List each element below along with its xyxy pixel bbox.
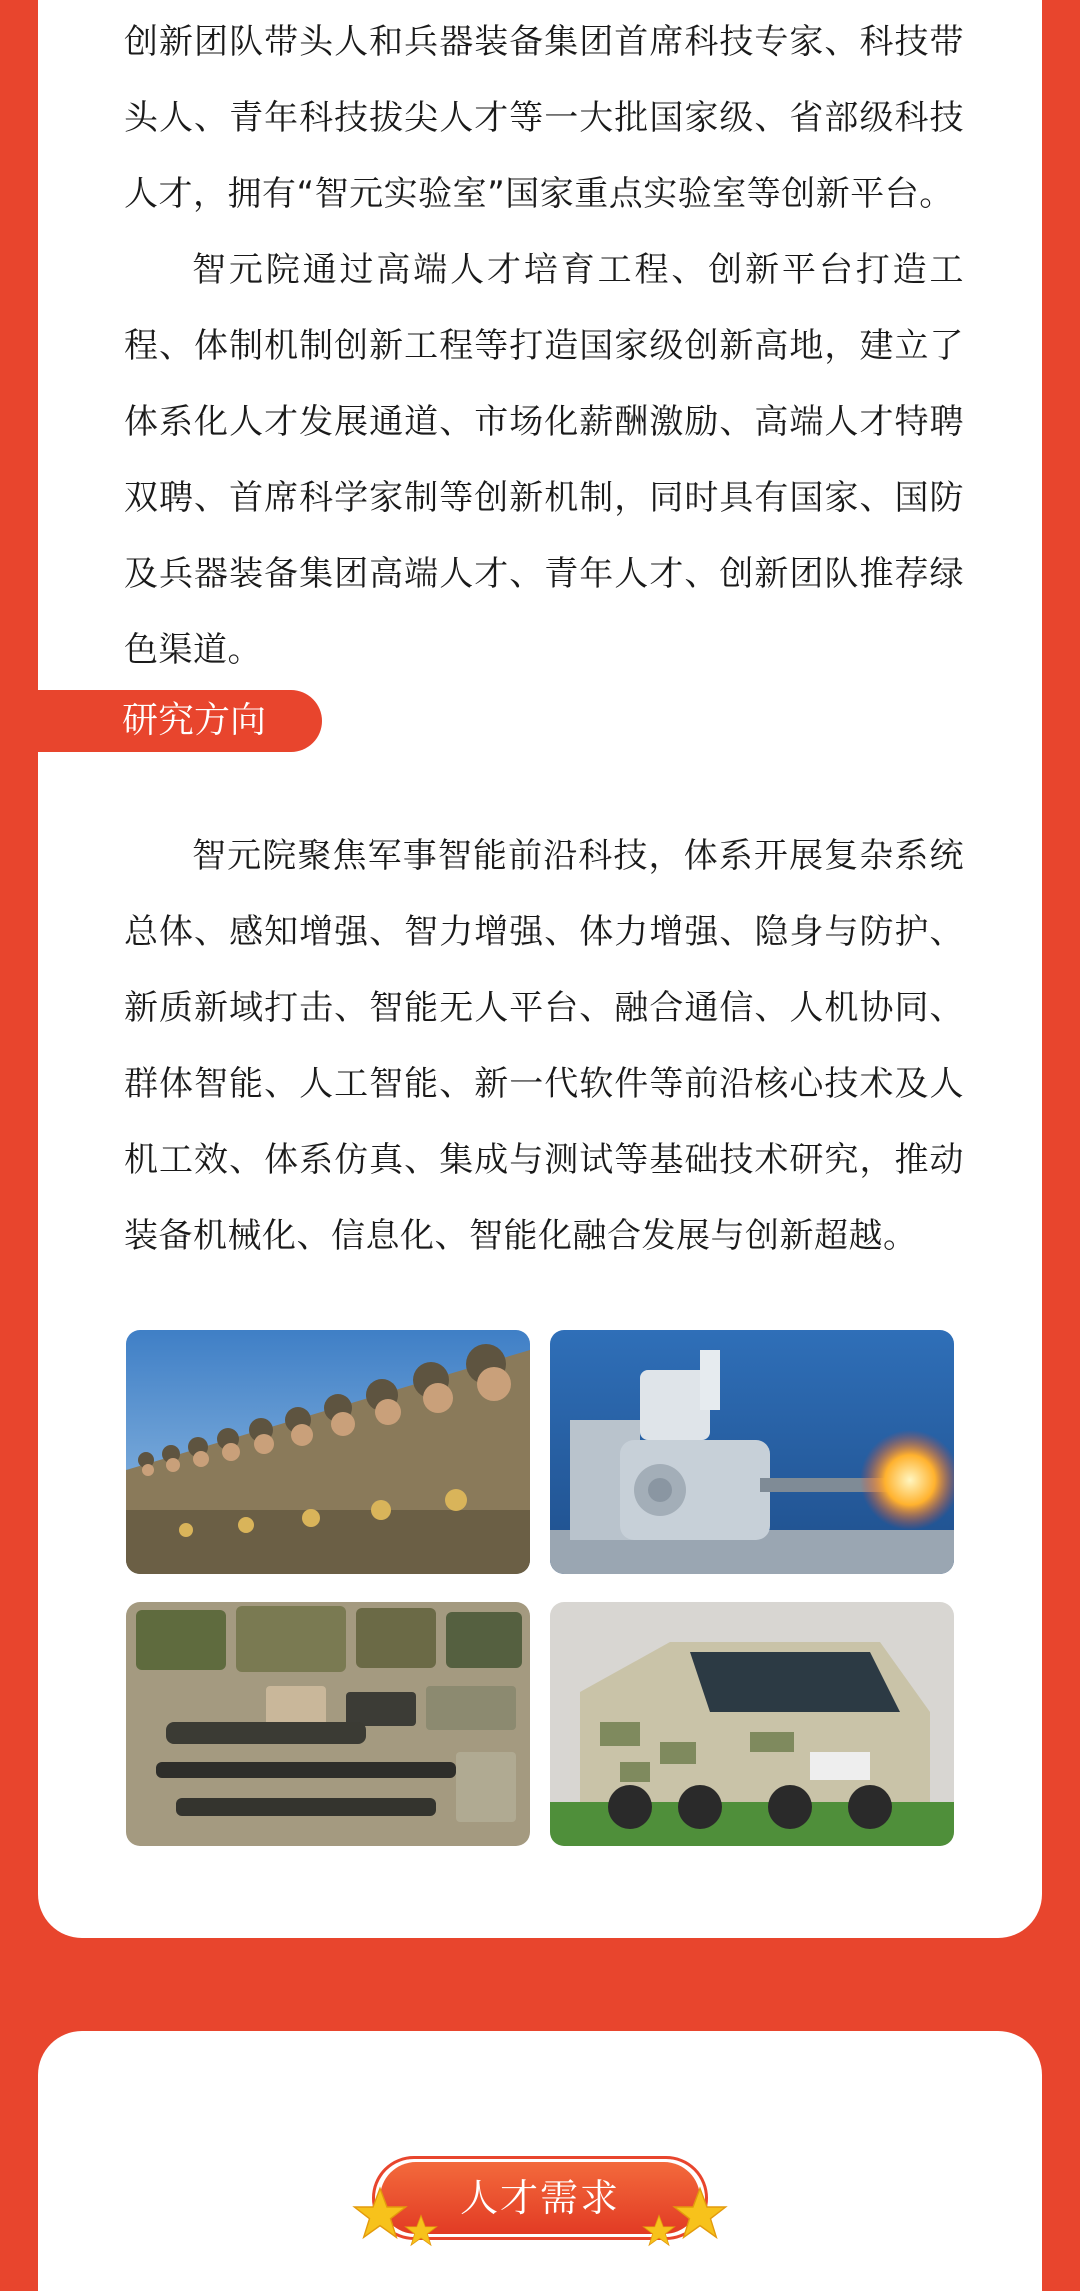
talent-banner-label: 人才需求 [380, 2162, 700, 2234]
star-icon [352, 2186, 408, 2242]
soldiers-photo [126, 1330, 530, 1574]
research-paragraph: 智元院聚焦军事智能前沿科技，体系开展复杂系统总体、感知增强、智力增强、体力增强、隐身与防护、新质新域打击、智能无人平台、融合通信、人机协同、群体智能、人工智能、新一代软件等前沿核心技术及人机工效、体系仿真、集成与测试等基础技术研究，推动装备机械化、信息化、智能化融合发展与创新超越。 [124, 836, 964, 1256]
naval-gun-photo [550, 1330, 954, 1574]
star-icon [642, 2214, 676, 2248]
armored-vehicle-photo [550, 1602, 954, 1846]
intro-paragraph-continued: 创新团队带头人和兵器装备集团首席科技专家、科技带头人、青年科技拔尖人才等一大批国家级、省部级科技人才，拥有“智元实验室”国家重点实验室等创新平台。 [124, 22, 964, 214]
intro-paragraph: 智元院通过高端人才培育工程、创新平台打造工程、体制机制创新工程等打造国家级创新高地，建立了体系化人才发展通道、市场化薪酬激励、高端人才特聘双聘、首席科学家制等创新机制，同时具有国家、国防及兵器装备集团高端人才、青年人才、创新团队推荐绿色渠道。 [124, 250, 964, 670]
star-icon [404, 2214, 438, 2248]
star-icon [672, 2186, 728, 2242]
section-heading-research: 研究方向 [38, 690, 322, 752]
equipment-photo [126, 1602, 530, 1846]
